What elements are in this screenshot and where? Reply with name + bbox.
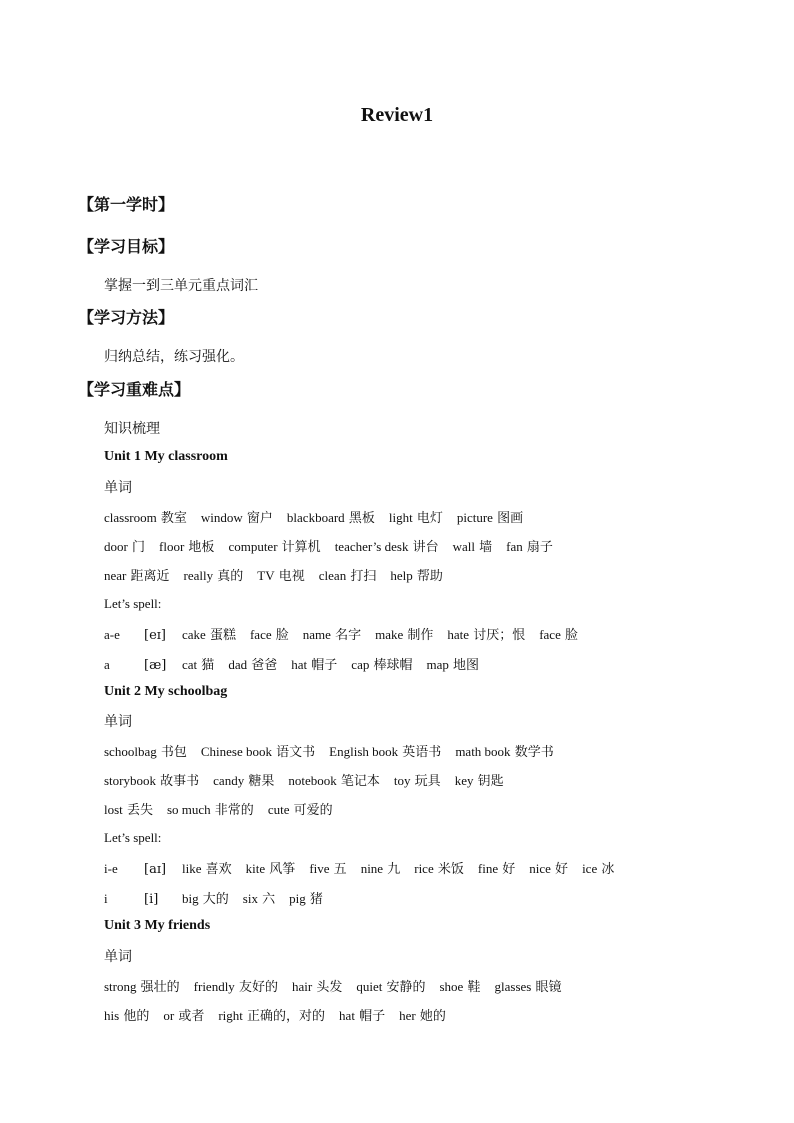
vocab-english: so much (166, 802, 211, 817)
vocab-item (399, 1005, 446, 1024)
vocab-chinese: 好 (555, 862, 569, 877)
vocab-chinese: 书包 (160, 745, 187, 760)
vocab-english: or (163, 1008, 175, 1023)
vocab-english: kite (245, 861, 266, 876)
unit-2-word-row-1 (104, 741, 568, 760)
vocab-chinese: 强壮的 (140, 980, 180, 995)
unit-3-word-row-1 (104, 976, 576, 995)
unit-1-spell-label: Let’s spell: (104, 596, 162, 611)
vocab-english: floor (159, 539, 185, 554)
vocab-chinese: 门 (131, 540, 145, 555)
vocab-english: lost (104, 802, 123, 817)
vocab-chinese: 五 (333, 862, 347, 877)
vocab-english: teacher’s desk (334, 539, 409, 554)
vocab-chinese: 可爱的 (293, 803, 333, 818)
vocab-english: her (399, 1008, 416, 1023)
goal-text: 掌握一到三单元重点词汇 (104, 278, 258, 294)
vocab-chinese: 笔记本 (340, 774, 380, 789)
spell-phonetic: [i] (144, 892, 159, 907)
unit-2-word-row-2 (104, 770, 518, 789)
vocab-english: right (218, 1008, 243, 1023)
vocab-item (390, 565, 443, 584)
vocab-english: like (182, 861, 202, 876)
vocab-english: cute (267, 802, 290, 817)
vocab-chinese: 风筝 (269, 862, 296, 877)
vocab-chinese: 脸 (275, 628, 289, 643)
vocab-english: hate (447, 627, 470, 642)
vocab-item (329, 741, 441, 760)
vocab-english: computer (228, 539, 278, 554)
vocab-item (201, 507, 273, 526)
vocab-item (455, 770, 504, 789)
vocab-chinese: 棒球帽 (373, 658, 413, 673)
vocab-chinese: 英语书 (402, 745, 442, 760)
unit-3-words-label: 单词 (104, 949, 132, 965)
heading-method: 【学习方法】 (78, 308, 175, 327)
vocab-chinese: 教室 (160, 511, 187, 526)
vocab-english: window (200, 510, 243, 525)
vocab-item (440, 976, 481, 995)
vocab-english: face (249, 627, 272, 642)
unit-2-spell-label: Let’s spell: (104, 830, 162, 845)
vocab-item (303, 624, 361, 643)
vocab-english: key (454, 773, 474, 788)
vocab-chinese: 窗户 (246, 511, 273, 526)
vocab-chinese: 六 (262, 892, 276, 907)
vocab-chinese: 丢失 (126, 803, 153, 818)
spell-phonetic: [æ] (144, 658, 167, 673)
vocab-item (268, 799, 333, 818)
vocab-item (319, 565, 377, 584)
vocab-item (414, 858, 464, 877)
vocab-english: TV (257, 568, 275, 583)
vocab-chinese: 地图 (453, 658, 480, 673)
vocab-item (389, 507, 443, 526)
vocab-chinese: 安静的 (386, 980, 426, 995)
vocab-item (159, 536, 214, 555)
vocab-item (356, 976, 425, 995)
vocab-english: blackboard (286, 510, 345, 525)
vocab-english: schoolbag (104, 744, 157, 759)
vocab-chinese: 电灯 (416, 511, 443, 526)
vocab-item (104, 507, 187, 526)
vocab-english: friendly (193, 979, 235, 994)
vocab-english: wall (452, 539, 475, 554)
vocab-item (478, 858, 515, 877)
vocab-english: nine (360, 861, 384, 876)
vocab-english: strong (104, 979, 137, 994)
vocab-chinese: 正确的，对的 (247, 1009, 326, 1024)
vocab-item (292, 976, 342, 995)
document-title: Review1 (360, 104, 434, 126)
vocab-item (104, 741, 187, 760)
spell-letter: a (104, 657, 110, 672)
vocab-item (104, 799, 153, 818)
vocab-item (246, 858, 296, 877)
spell-phonetic: [eɪ] (144, 628, 166, 643)
vocab-english: hat (291, 657, 308, 672)
vocab-english: dad (228, 657, 248, 672)
vocab-item (184, 565, 244, 584)
vocab-english: cat (182, 657, 198, 672)
vocab-item (182, 624, 236, 643)
vocab-chinese: 计算机 (281, 540, 321, 555)
vocab-english: near (104, 568, 127, 583)
vocab-item (182, 888, 229, 907)
vocab-item (455, 741, 553, 760)
vocab-chinese: 距离近 (130, 569, 170, 584)
vocab-item (194, 976, 278, 995)
vocab-chinese: 讲台 (412, 540, 439, 555)
vocab-english: light (388, 510, 413, 525)
vocab-chinese: 眼镜 (535, 980, 562, 995)
spell-phonetic: [aɪ] (144, 862, 167, 877)
vocab-english: quiet (356, 979, 383, 994)
vocab-chinese: 猪 (309, 892, 323, 907)
vocab-english: fine (477, 861, 499, 876)
vocab-chinese: 语文书 (276, 745, 316, 760)
unit-2-spell-row-1 (104, 858, 628, 877)
vocab-english: shoe (439, 979, 464, 994)
vocab-chinese: 地板 (188, 540, 215, 555)
heading-goals: 【学习目标】 (78, 237, 175, 256)
vocab-chinese: 钥匙 (477, 774, 504, 789)
vocab-item (427, 654, 480, 673)
vocab-item (104, 770, 199, 789)
vocab-chinese: 脸 (564, 628, 578, 643)
vocab-item (453, 536, 493, 555)
vocab-english: candy (213, 773, 245, 788)
vocab-english: face (539, 627, 561, 642)
vocab-english: notebook (288, 773, 337, 788)
vocab-chinese: 数学书 (514, 745, 554, 760)
unit-1-words-label: 单词 (104, 480, 132, 496)
vocab-english: ice (582, 861, 598, 876)
vocab-chinese: 电视 (278, 569, 305, 584)
unit-1-word-row-3 (104, 565, 457, 584)
vocab-chinese: 蛋糕 (209, 628, 236, 643)
vocab-english: cap (351, 657, 370, 672)
vocab-english: picture (456, 510, 493, 525)
vocab-english: glasses (494, 979, 532, 994)
vocab-english: Chinese book (200, 744, 273, 759)
vocab-english: pig (289, 891, 306, 906)
vocab-chinese: 打扫 (350, 569, 377, 584)
vocab-chinese: 猫 (201, 658, 215, 673)
vocab-chinese: 真的 (217, 569, 244, 584)
vocab-item (506, 536, 553, 555)
vocab-item (582, 858, 614, 877)
vocab-item (309, 858, 346, 877)
heading-key-points: 【学习重难点】 (78, 380, 191, 399)
vocab-chinese: 九 (387, 862, 401, 877)
vocab-chinese: 好 (502, 862, 516, 877)
vocab-chinese: 讨厌；恨 (473, 628, 526, 643)
vocab-item (394, 770, 441, 789)
vocab-chinese: 制作 (407, 628, 434, 643)
vocab-chinese: 黑板 (348, 511, 375, 526)
spell-letter: a-e (104, 627, 120, 642)
vocab-english: clean (318, 568, 347, 583)
vocab-chinese: 名字 (335, 628, 362, 643)
vocab-english: name (302, 627, 331, 642)
vocab-item (243, 888, 275, 907)
vocab-english: fan (506, 539, 523, 554)
vocab-item (228, 654, 277, 673)
vocab-english: map (426, 657, 449, 672)
vocab-english: nice (529, 861, 551, 876)
spell-letter: i-e (104, 861, 118, 876)
vocab-item (167, 799, 254, 818)
vocab-chinese: 大的 (202, 892, 229, 907)
vocab-english: help (390, 568, 413, 583)
spell-letter: i (104, 891, 108, 906)
vocab-english: classroom (104, 510, 157, 525)
vocab-item (104, 565, 170, 584)
vocab-item (104, 536, 145, 555)
vocab-english: five (309, 861, 330, 876)
vocab-chinese: 她的 (419, 1009, 446, 1024)
vocab-chinese: 爸爸 (251, 658, 278, 673)
vocab-chinese: 他的 (123, 1009, 150, 1024)
vocab-chinese: 或者 (178, 1009, 205, 1024)
unit-3-word-row-2 (104, 1005, 460, 1024)
unit-3-title: Unit 3 My friends (104, 918, 211, 933)
vocab-chinese: 友好的 (238, 980, 278, 995)
vocab-item (291, 654, 337, 673)
vocab-chinese: 墙 (479, 540, 493, 555)
vocab-english: big (182, 891, 199, 906)
vocab-item (539, 624, 578, 643)
vocab-item (457, 507, 523, 526)
vocab-english: rice (414, 861, 434, 876)
unit-1-spell-row-2 (104, 654, 493, 673)
vocab-item (351, 654, 412, 673)
vocab-item (375, 624, 433, 643)
vocab-item (250, 624, 289, 643)
vocab-english: toy (393, 773, 411, 788)
vocab-english: really (183, 568, 214, 583)
vocab-chinese: 帮助 (416, 569, 443, 584)
unit-1-word-row-1 (104, 507, 537, 526)
vocab-item (335, 536, 439, 555)
vocab-item (289, 888, 323, 907)
vocab-english: six (242, 891, 258, 906)
vocab-english: storybook (104, 773, 156, 788)
vocab-english: make (375, 627, 404, 642)
vocab-chinese: 帽子 (359, 1009, 386, 1024)
vocab-english: cake (182, 627, 206, 642)
vocab-chinese: 鞋 (467, 980, 481, 995)
vocab-english: math book (455, 744, 511, 759)
vocab-item (288, 770, 380, 789)
vocab-item (529, 858, 568, 877)
vocab-chinese: 头发 (316, 980, 343, 995)
vocab-item (104, 1005, 149, 1024)
vocab-chinese: 图画 (497, 511, 524, 526)
overview-text: 知识梳理 (104, 421, 160, 437)
vocab-english: his (104, 1008, 120, 1023)
vocab-english: hair (291, 979, 313, 994)
vocab-item (201, 741, 315, 760)
vocab-chinese: 扇子 (526, 540, 553, 555)
vocab-english: English book (329, 744, 399, 759)
vocab-item (213, 770, 274, 789)
vocab-item (163, 1005, 204, 1024)
vocab-item (447, 624, 525, 643)
unit-1-word-row-2 (104, 536, 567, 555)
vocab-english: door (104, 539, 128, 554)
unit-2-words-label: 单词 (104, 714, 132, 730)
vocab-chinese: 米饭 (437, 862, 464, 877)
vocab-chinese: 喜欢 (205, 862, 232, 877)
vocab-item (182, 858, 232, 877)
vocab-chinese: 故事书 (160, 774, 200, 789)
vocab-item (257, 565, 305, 584)
vocab-item (104, 976, 180, 995)
vocab-item (287, 507, 375, 526)
vocab-english: hat (339, 1008, 355, 1023)
vocab-chinese: 糖果 (248, 774, 275, 789)
vocab-item (339, 1005, 385, 1024)
unit-1-title: Unit 1 My classroom (104, 449, 228, 464)
vocab-item (228, 536, 320, 555)
method-text: 归纳总结，练习强化。 (104, 349, 244, 365)
vocab-item (495, 976, 562, 995)
unit-2-spell-row-2 (104, 888, 337, 907)
unit-2-word-row-3 (104, 799, 347, 818)
vocab-item (361, 858, 401, 877)
unit-1-spell-row-1 (104, 624, 592, 643)
vocab-chinese: 玩具 (414, 774, 441, 789)
vocab-item (218, 1005, 325, 1024)
vocab-chinese: 冰 (601, 862, 615, 877)
vocab-chinese: 非常的 (214, 803, 254, 818)
unit-2-title: Unit 2 My schoolbag (104, 684, 228, 699)
heading-lesson: 【第一学时】 (78, 195, 175, 214)
vocab-chinese: 帽子 (311, 658, 338, 673)
vocab-item (182, 654, 214, 673)
